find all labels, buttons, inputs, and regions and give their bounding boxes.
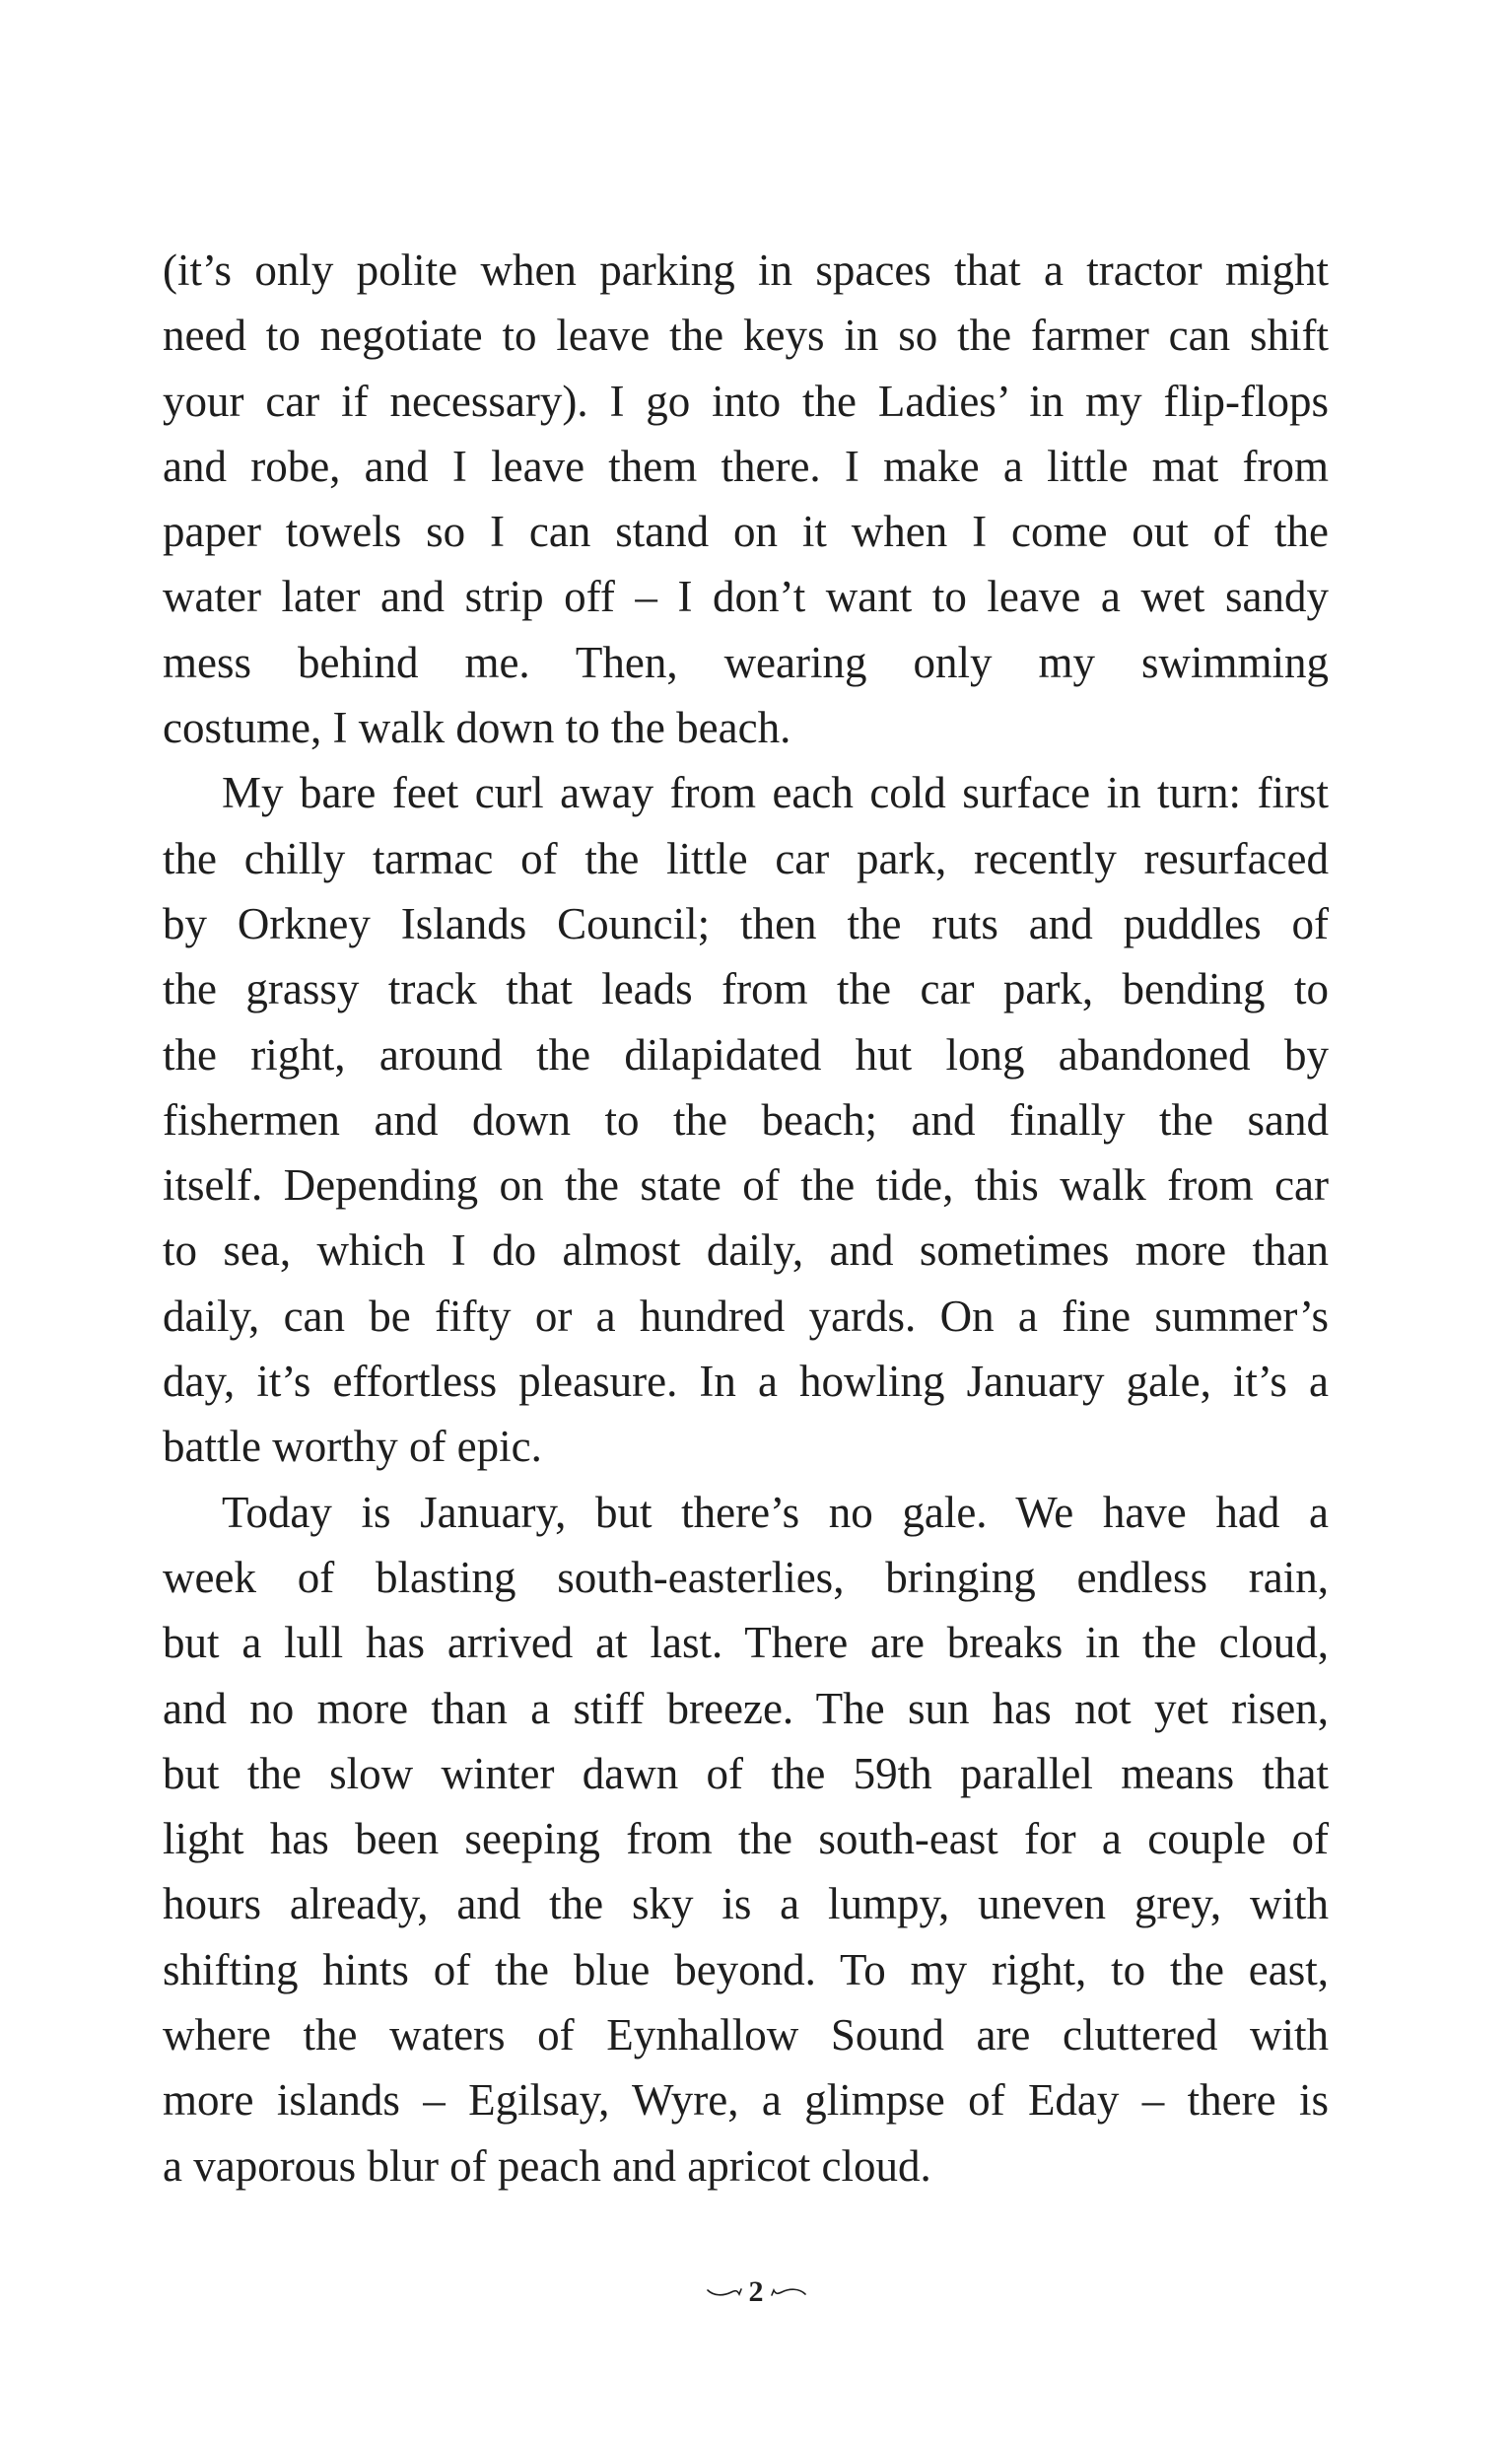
text-line: battle worthy of epic. <box>163 1422 542 1472</box>
text-line: a vaporous blur of peach and apricot cloud. <box>163 2140 931 2191</box>
text-line: My bare feet curl away from each cold surface in turn: first <box>222 768 1329 818</box>
text-line: the grassy track that leads from the car park, bending to <box>163 964 1329 1014</box>
paragraph-1 <box>163 238 1329 760</box>
paragraph-2 <box>163 760 1329 1479</box>
text-line: mess behind me. Then, wearing only my swimming <box>163 637 1329 687</box>
body-text <box>163 238 1329 2199</box>
text-line: fishermen and down to the beach; and finally the sand <box>163 1094 1329 1145</box>
text-line: water later and strip off – I don’t want to leave a wet sandy <box>163 572 1329 622</box>
text-line: light has been seeping from the south-east for a couple of <box>163 1814 1329 1864</box>
text-line: week of blasting south-easterlies, bringing endless rain, <box>163 1552 1329 1602</box>
text-line: but the slow winter dawn of the 59th parallel means that <box>163 1748 1329 1798</box>
text-line: and no more than a stiff breeze. The sun has not yet risen, <box>163 1683 1329 1733</box>
text-line: daily, can be fifty or a hundred yards. On a fine summer’s <box>163 1291 1329 1341</box>
paragraph-3 <box>163 1480 1329 2199</box>
text-line: hours already, and the sky is a lumpy, uneven grey, with <box>163 1879 1329 1929</box>
text-line: Today is January, but there’s no gale. We have had a <box>222 1487 1329 1537</box>
text-line: and robe, and I leave them there. I make a little mat from <box>163 441 1329 491</box>
text-line: the chilly tarmac of the little car park, recently resurfaced <box>163 833 1329 883</box>
text-line: (it’s only polite when parking in spaces that a tractor might <box>163 245 1329 295</box>
text-line: more islands – Egilsay, Wyre, a glimpse of Eday – there is <box>163 2075 1329 2126</box>
swash-ornament-right-icon <box>770 2285 807 2299</box>
text-line: but a lull has arrived at last. There are breaks in the cloud, <box>163 1618 1329 1668</box>
text-line: itself. Depending on the state of the tide, this walk from car <box>163 1160 1329 1211</box>
text-line: day, it’s effortless pleasure. In a howling January gale, it’s a <box>163 1357 1329 1407</box>
text-line: shifting hints of the blue beyond. To my right, to the east, <box>163 1944 1329 1994</box>
text-line: where the waters of Eynhallow Sound are cluttered with <box>163 2010 1329 2060</box>
swash-ornament-left-icon <box>706 2285 743 2299</box>
text-line: the right, around the dilapidated hut long abandoned by <box>163 1029 1329 1080</box>
page-number-value: 2 <box>748 2275 764 2309</box>
text-line: need to negotiate to leave the keys in so the farmer can shift <box>163 311 1329 361</box>
page-number <box>0 2270 1512 2312</box>
text-line: to sea, which I do almost daily, and sometimes more than <box>163 1225 1329 1276</box>
text-line: costume, I walk down to the beach. <box>163 703 791 753</box>
text-line: your car if necessary). I go into the Ladies’ in my flip-flops <box>163 376 1329 426</box>
text-line: paper towels so I can stand on it when I come out of the <box>163 507 1329 557</box>
text-line: by Orkney Islands Council; then the ruts and puddles of <box>163 898 1329 948</box>
